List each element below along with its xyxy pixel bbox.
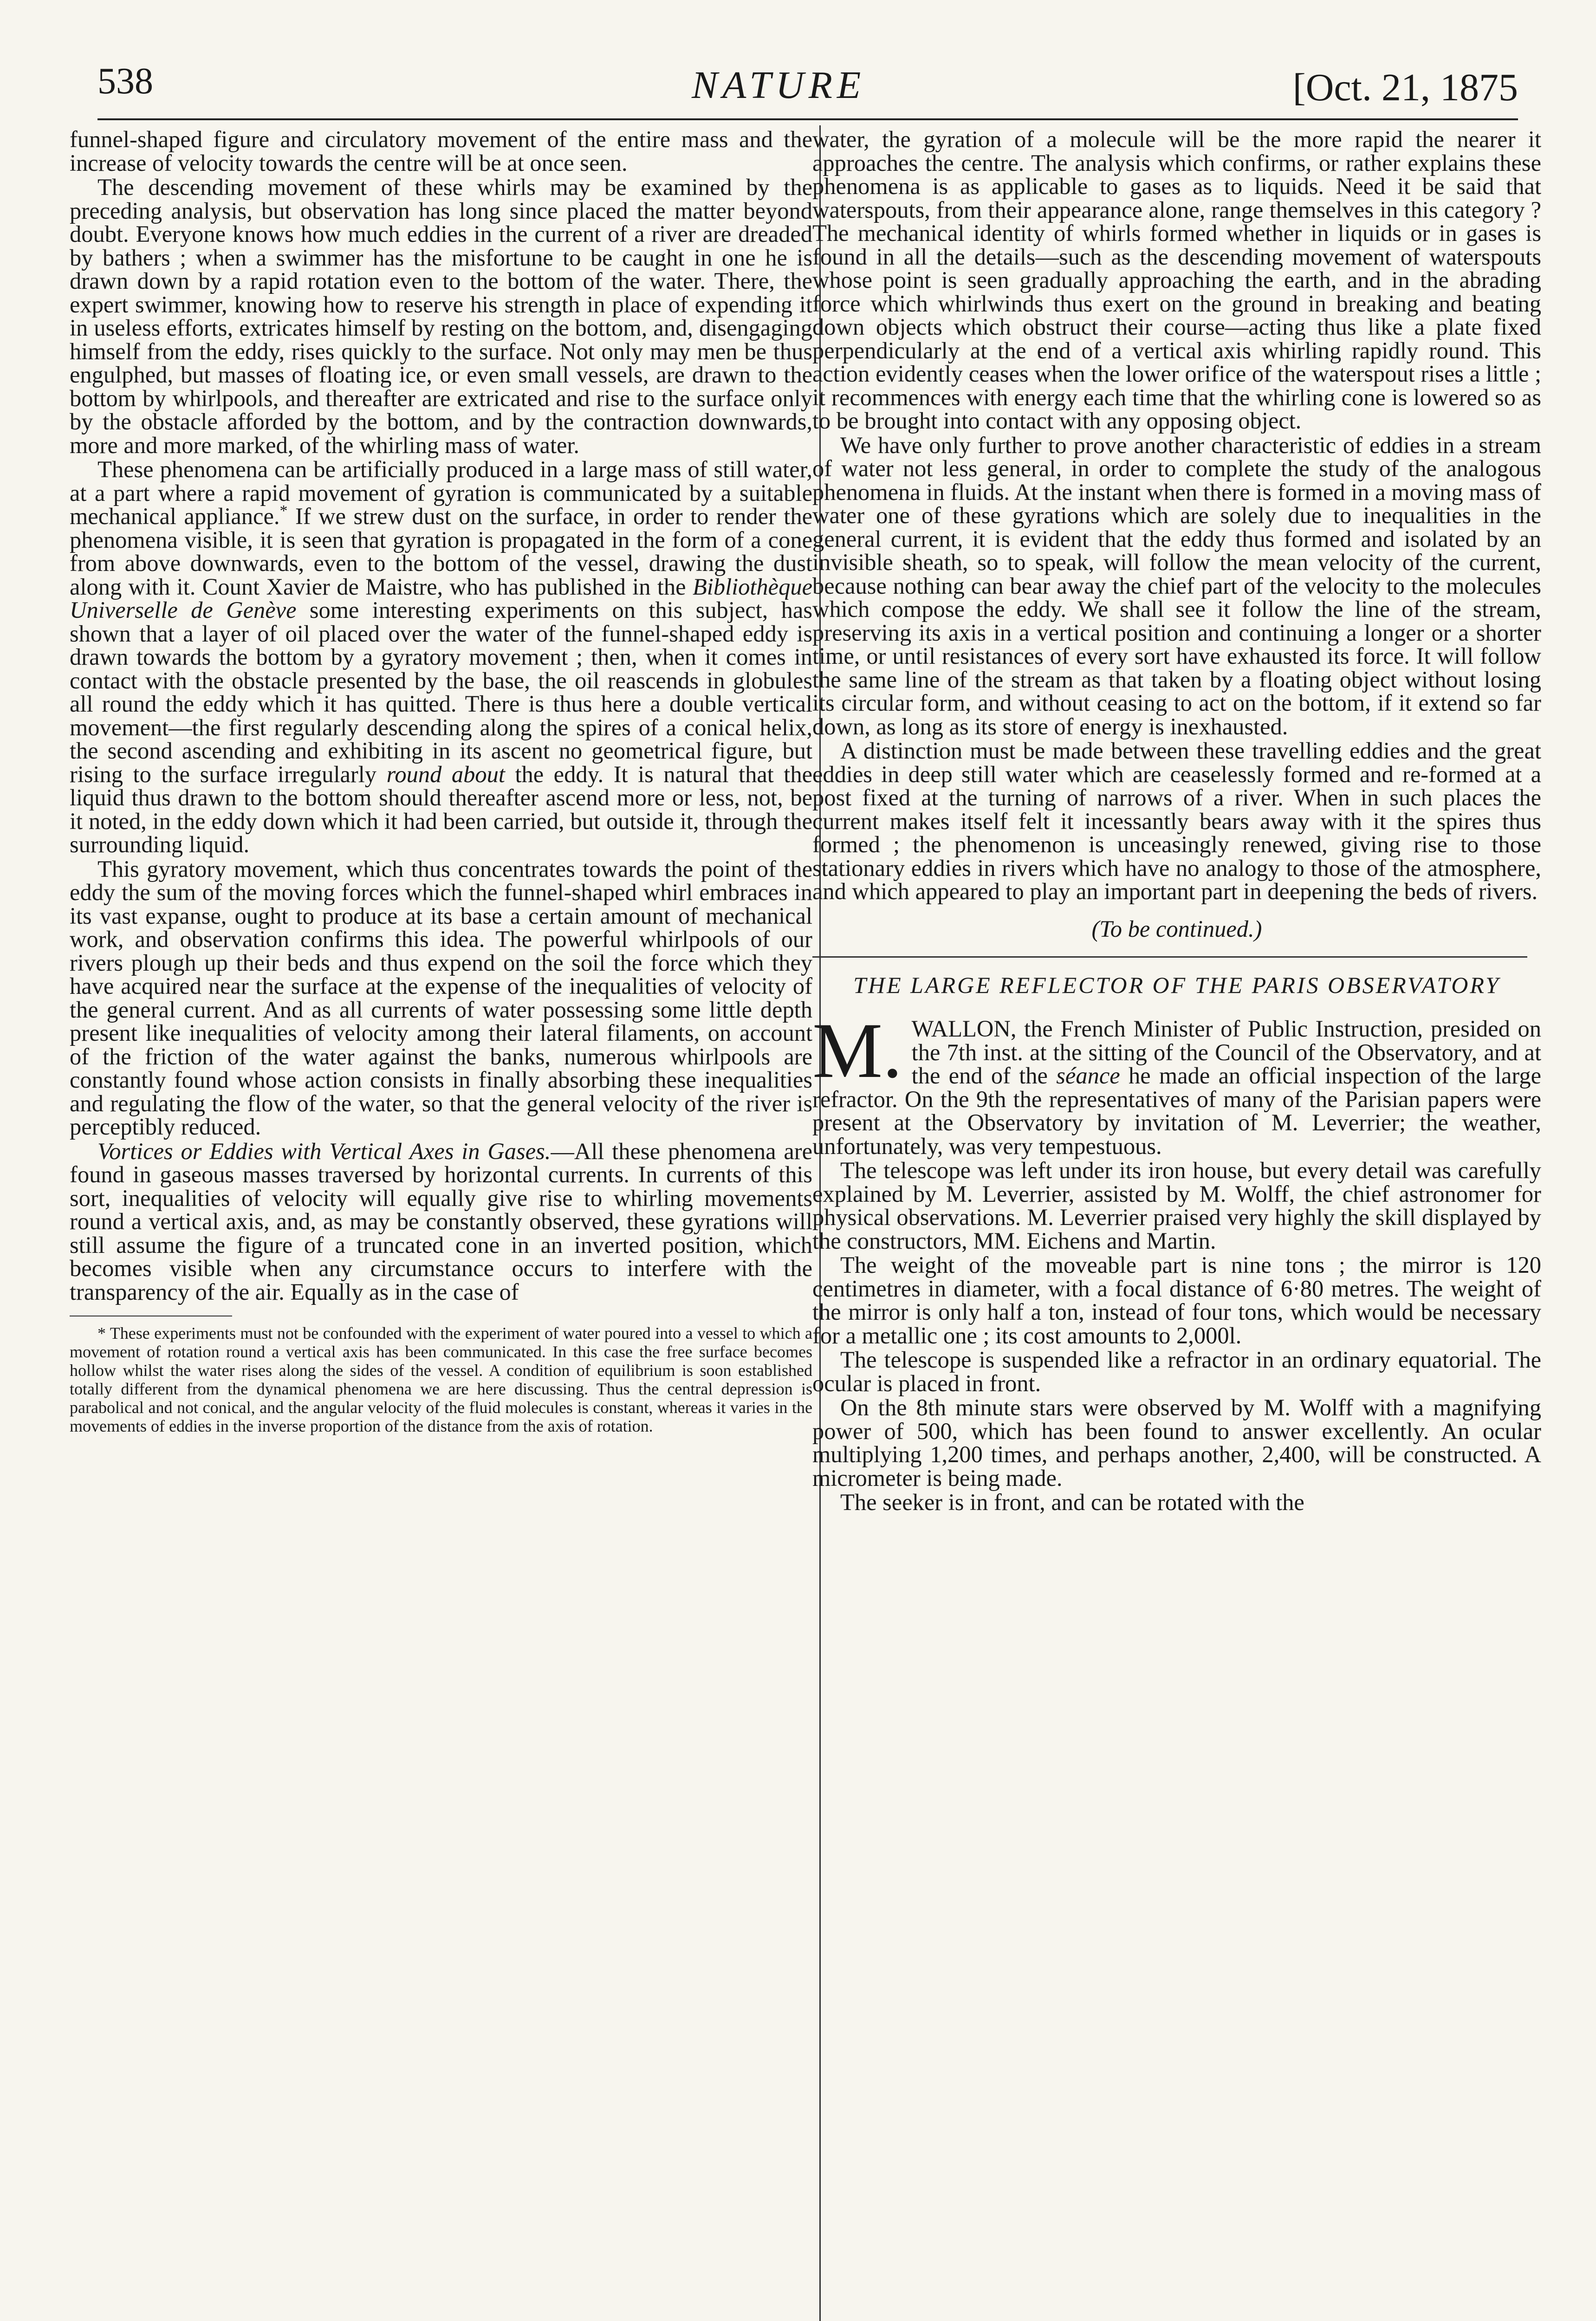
header-rule (97, 118, 1518, 120)
journal-title: NATURE (692, 64, 866, 107)
text-run: the eddy. It is natural that the liquid thus drawn to the bottom should thereafter ascend more or less, not, be it noted, in the eddy down which it had been carried, but outside it, through the surrounding liquid. (70, 761, 812, 857)
drop-cap: M. (812, 1007, 902, 1094)
text-run: If we strew dust on the surface, in order to render the phenomena visible, it is seen that gyration is propagated in the form of a cone from above downwards, even to the bottom of the vessel, drawing the dust along with it. Count Xavier de Maistre, who has published in the (70, 503, 812, 600)
issue-date: [Oct. 21, 1875 (1292, 66, 1518, 109)
paragraph: The descending movement of these whirls may be examined by the preceding analysis, but observation has long since placed the matter beyond doubt. Everyone knows how much eddies in the current of a river are dreaded by bathers ; when a swimmer has the misfortune to be caught in one he is drawn down by a rapid rotation even to the bottom of the water. There, the expert swimmer, knowing how to reserve his strength in place of expending it in useless efforts, extricates himself by resting on the bottom, and, disengaging himself from the eddy, rises quickly to the surface. Not only may men be thus engulphed, but masses of floating ice, or even small vessels, are drawn to the bottom by whirlpools, and thereafter are extricated and rise to the surface only by the obstacle afforded by the bottom, and by the contraction downwards, more and more marked, of the whirling mass of water. (70, 174, 812, 458)
italic-word: séance (1056, 1063, 1120, 1089)
page-header (97, 51, 1518, 121)
text-run: —All these phenomena are found in gaseous masses traversed by horizontal currents. In currents of this sort, inequalities of velocity will equally give rise to whirling movements round a vertical axis, and, as may be constantly observed, these gyrations will still assume the figure of a truncated cone in an inverted position, which becomes visible when any circumstance occurs to interfere with the transparency of the air. Equally as in the case of (70, 1138, 812, 1305)
text-run: some interesting experiments on this subject, has shown that a layer of oil placed over the water of the funnel-shaped eddy is drawn towards the bottom by a gyratory movement ; then, when it comes in contact with the obstacle presented by the base, the oil reascends in globules all round the eddy which it has quitted. There is thus here a double vertical movement—the first regularly descending along the spires of a conical helix, the second ascending and exhibiting in its ascent no geometrical figure, but rising to the surface irregularly (70, 597, 812, 787)
paragraph (70, 458, 812, 856)
left-column (70, 128, 812, 1435)
article-title: THE LARGE REFLECTOR OF THE PARIS OBSERVATORY (853, 972, 1500, 998)
section-rule (812, 956, 1527, 958)
paragraph: The telescope is suspended like a refractor in an ordinary equatorial. The ocular is placed in front. (812, 1347, 1541, 1396)
paragraph (70, 1140, 812, 1304)
italic-title: Bibliothèque Universelle de Genève (70, 573, 812, 623)
paragraph: On the 8th minute stars were observed by M. Wolff with a magnifying power of 500, which has been found to answer excellently. An ocular multiplying 1,200 times, and perhaps another, 2,400, will be constructed. A micrometer is being made. (812, 1394, 1541, 1491)
to-be-continued: (To be continued.) (1091, 915, 1262, 942)
text-run: These phenomena can be artificially produced in a large mass of still water, at a part where a rapid movement of gyration is communicated by a suitable mechanical appliance. (70, 456, 812, 529)
paragraph: The weight of the moveable part is nine tons ; the mirror is 120 centimetres in diameter, with a focal distance of 6·80 metres. The weight of the mirror is only half a ton, instead of four tons, which would be necessary for a metallic one ; its cost amounts to 2,000l. (812, 1252, 1541, 1349)
page-number: 538 (97, 61, 153, 102)
footnote: * These experiments must not be confounded with the experiment of water poured into a vessel to which a movement of rotation round a vertical axis has been communicated. In this case the free surface becomes hollow whilst the water rises along the sides of the vessel. A condition of equilibrium is soon established totally different from the dynamical phenomena we are here discussing. Thus the central depression is parabolical and not conical, and the angular velocity of the fluid molecules is constant, whereas it varies in the movements of eddies in the inverse proportion of the distance from the axis of rotation. (70, 1324, 812, 1435)
paragraph: funnel-shaped figure and circulatory movement of the entire mass and the increase of velocity towards the centre will be at once seen. (70, 126, 812, 176)
footnote-marker: * (279, 502, 288, 520)
paragraph: The seeker is in front, and can be rotated with the (840, 1489, 1304, 1515)
italic-phrase: round about (386, 761, 505, 787)
text-run: he made an official inspection of the large refractor. On the 9th the representatives of many of the Parisian papers were present at the Observatory by invitation of M. Leverrier; the weather, unfortunately, was very tempestuous. (812, 1063, 1541, 1159)
paragraph: We have only further to prove another characteristic of eddies in a stream of water not less general, in order to complete the study of the analogous phenomena in fluids. At the instant when there is formed in a moving mass of water one of these gyrations which are solely due to inequalities in the general current, it is evident that the eddy thus formed and isolated by an invisible sheath, so to speak, will follow the mean velocity of the current, because nothing can bear away the chief part of the velocity to the molecules which compose the eddy. We shall see it follow the line of the stream, preserving its axis in a vertical position and continuing a longer or a shorter time, or until resistances of every sort have exhausted its force. It will follow the same line of the stream as that taken by a floating object without losing its circular form, and without ceasing to act on the bottom, if it extend so far down, as long as its store of energy is inexhausted. (812, 432, 1541, 739)
paragraph: A distinction must be made between these travelling eddies and the great eddies in deep still water which are ceaselessly formed and re-formed at a post fixed at the turning of narrows of a river. When in such places the current makes itself felt it incessantly bears away with it the spires thus formed ; the phenomenon is unceasingly renewed, giving rise to those stationary eddies in rivers which have no analogy to those of the atmosphere, and which appeared to play an important part in deepening the beds of rivers. (812, 738, 1541, 904)
paragraph: The telescope was left under its iron house, but every detail was carefully explained by M. Leverrier, assisted by M. Wolff, the chief astronomer for physical observations. M. Leverrier praised very highly the skill displayed by the constructors, MM. Eichens and Martin. (812, 1157, 1541, 1254)
right-column (812, 128, 1541, 1514)
section-heading: Vortices or Eddies with Vertical Axes in Gases. (97, 1138, 551, 1164)
paragraph: water, the gyration of a molecule will be the more rapid the nearer it approaches the centre. The analysis which confirms, or rather explains these phenomena is as applicable to gases as to liquids. Need it be said that waterspouts, from their appearance alone, range themselves in this category ? The mechanical identity of whirls formed whether in liquids or in gases is found in all the details—such as the descending movement of waterspouts whose point is seen gradually approaching the earth, and in the abrading force which whirlwinds thus exert on the ground in breaking and beating down objects which obstruct their course—acting thus like a plate fixed perpendicularly at the end of a vertical axis whirling rapidly round. This action evidently ceases when the lower orifice of the waterspout rises a little ; it recommences with energy each time that the whirling cone is lowered so as to be brought into contact with any opposing object. (812, 126, 1541, 434)
paragraph (812, 1007, 1541, 1159)
paragraph: This gyratory movement, which thus concentrates towards the point of the eddy the sum of the moving forces which the funnel-shaped whirl embraces in its vast expanse, ought to produce at its base a certain amount of mechanical work, and observation confirms this idea. The powerful whirlpools of our rivers plough up their beds and thus expend on the soil the force which they have acquired near the surface at the expense of the inequalities of velocity of the general current. And as all currents of water possessing some little depth present like inequalities of velocity among their lateral filaments, on account of the friction of the water against the banks, numerous whirlpools are constantly found whose action consists in finally absorbing these inequalities and regulating the flow of the water, so that the general velocity of the river is perceptibly reduced. (70, 856, 812, 1140)
text-run: WALLON, the French Minister of Public Instruction, presided on the 7th inst. at the sitting of the Council of the Observatory, and at the end of the (911, 1016, 1541, 1089)
